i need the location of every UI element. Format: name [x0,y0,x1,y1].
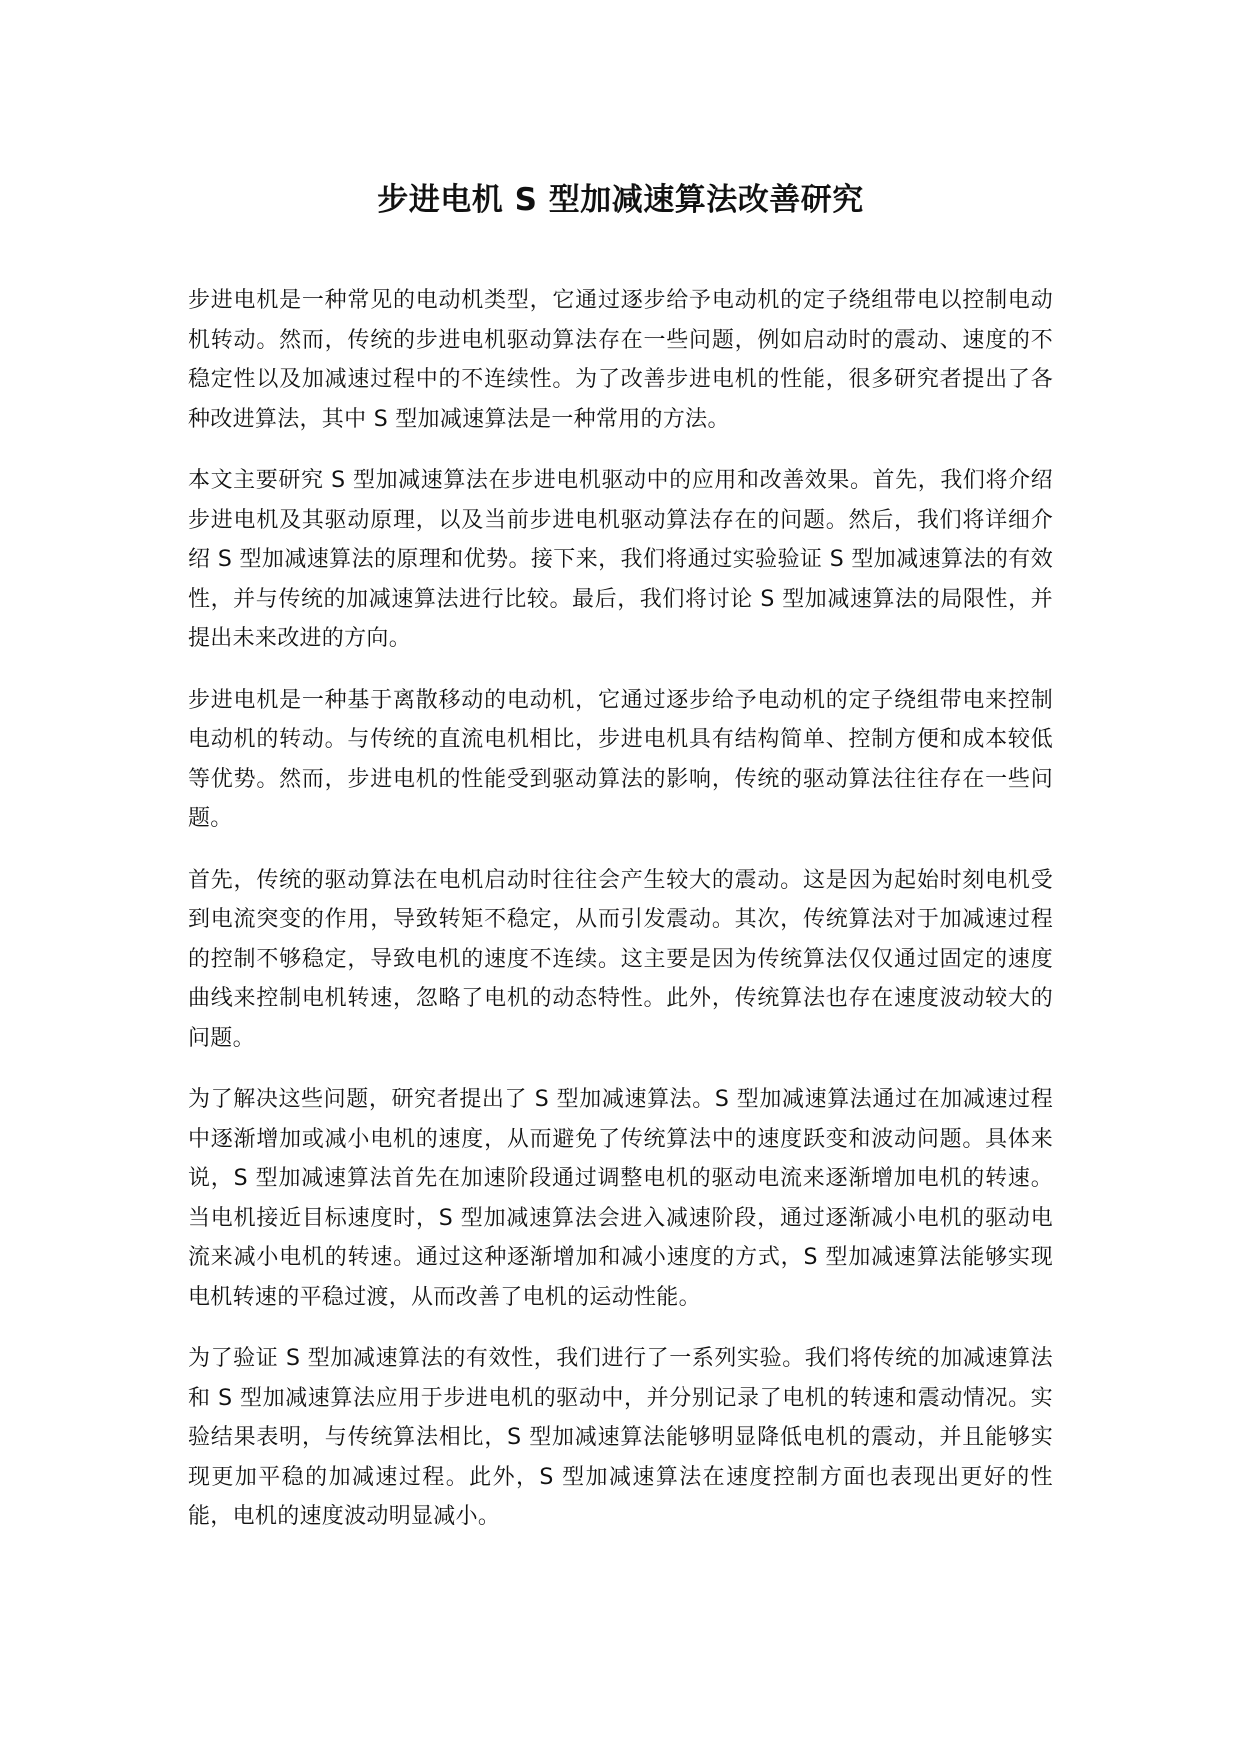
paragraph-1: 步进电机是一种常见的电动机类型，它通过逐步给予电动机的定子绕组带电以控制电动机转动。然而，传统的步进电机驱动算法存在一些问题，例如启动时的震动、速度的不稳定性以及加减速过程中的不连续性。为了改善步进电机的性能，很多研究者提出了各种改进算法，其中 S 型加减速算法是一种常用的方法。 [188,288,1053,432]
paragraph-4: 首先，传统的驱动算法在电机启动时往往会产生较大的震动。这是因为起始时刻电机受到电流突变的作用，导致转矩不稳定，从而引发震动。其次，传统算法对于加减速过程的控制不够稳定，导致电机的速度不连续。这主要是因为传统算法仅仅通过固定的速度曲线来控制电机转速，忽略了电机的动态特性。此外，传统算法也存在速度波动较大的问题。 [188,867,1053,1051]
paragraph-6: 为了验证 S 型加减速算法的有效性，我们进行了一系列实验。我们将传统的加减速算法和 S 型加减速算法应用于步进电机的驱动中，并分别记录了电机的转速和震动情况。实验结果表明，与传统算法相比，S 型加减速算法能够明显降低电机的震动，并且能够实现更加平稳的加减速过程。此外，S 型加减速算法在速度控制方面也表现出更好的性能，电机的速度波动明显减小。 [188,1346,1053,1529]
document-body [188,281,1053,1559]
paragraph-3: 步进电机是一种基于离散移动的电动机，它通过逐步给予电动机的定子绕组带电来控制电动机的转动。与传统的直流电机相比，步进电机具有结构简单、控制方便和成本较低等优势。然而，步进电机的性能受到驱动算法的影响，传统的驱动算法往往存在一些问题。 [188,687,1053,831]
paragraph-5: 为了解决这些问题，研究者提出了 S 型加减速算法。S 型加减速算法通过在加减速过程中逐渐增加或减小电机的速度，从而避免了传统算法中的速度跃变和波动问题。具体来说，S 型加减速算法首先在加速阶段通过调整电机的驱动电流来逐渐增加电机的转速。当电机接近目标速度时，S 型加减速算法会进入减速阶段，通过逐渐减小电机的驱动电流来减小电机的转速。通过这种逐渐增加和减小速度的方式，S 型加减速算法能够实现电机转速的平稳过渡，从而改善了电机的运动性能。 [188,1087,1053,1310]
page-title: 步进电机 S 型加减速算法改善研究 [377,182,864,218]
paragraph-2: 本文主要研究 S 型加减速算法在步进电机驱动中的应用和改善效果。首先，我们将介绍步进电机及其驱动原理，以及当前步进电机驱动算法存在的问题。然后，我们将详细介绍 S 型加减速算法的原理和优势。接下来，我们将通过实验验证 S 型加减速算法的有效性，并与传统的加减速算法进行比较。最后，我们将讨论 S 型加减速算法的局限性，并提出未来改进的方向。 [188,468,1053,651]
